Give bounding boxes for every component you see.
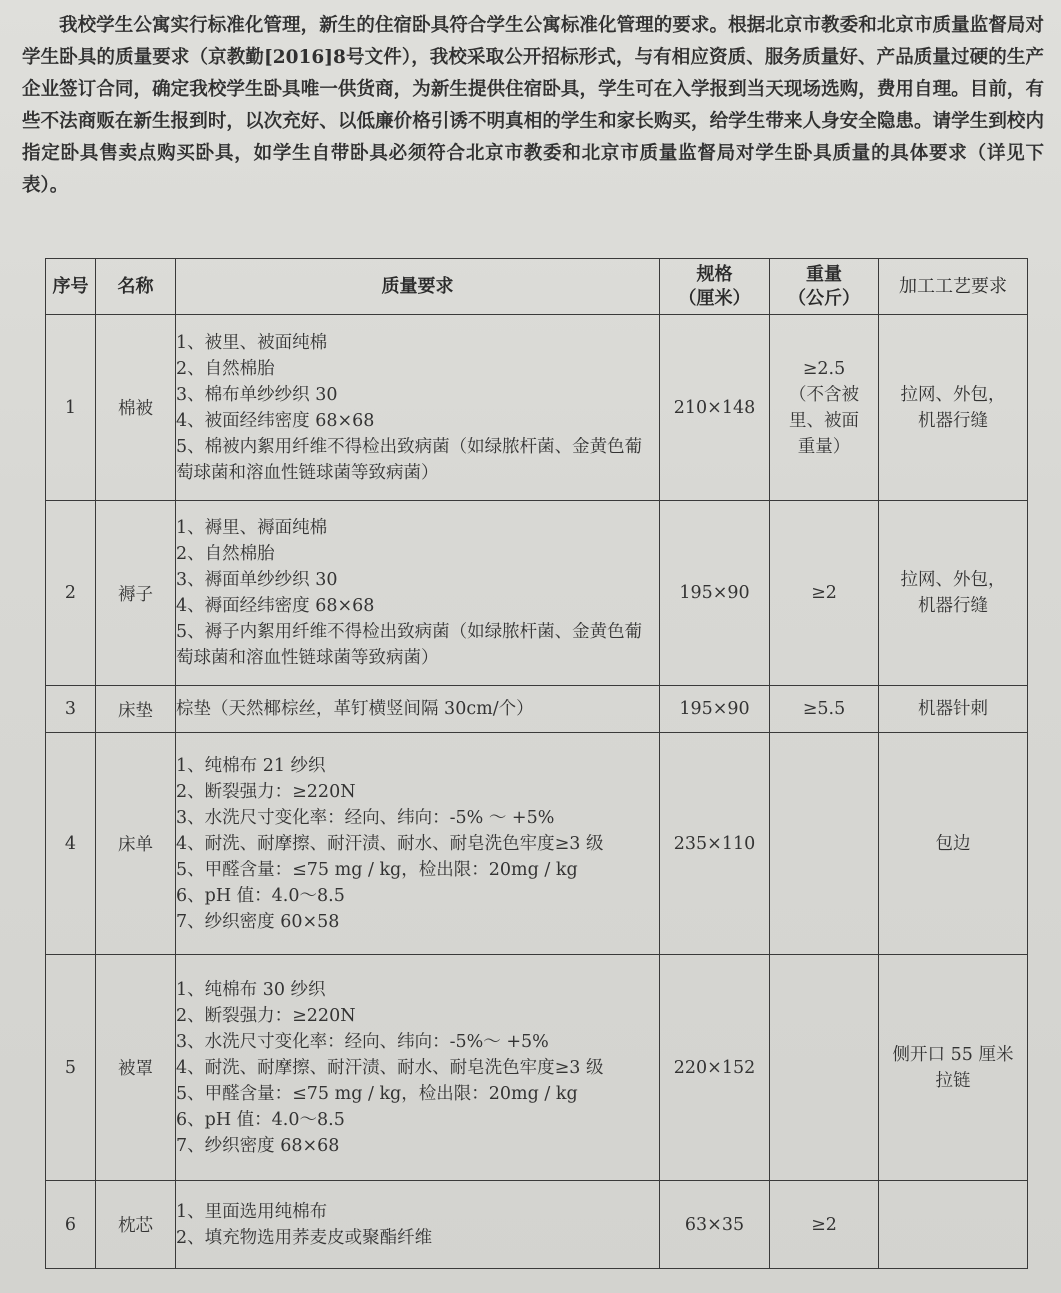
row-no-cell: 2: [46, 501, 96, 686]
row-name-cell: 枕芯: [96, 1181, 176, 1269]
table-row: [46, 315, 1028, 501]
intro-paragraph: 我校学生公寓实行标准化管理，新生的住宿卧具符合学生公寓标准化管理的要求。根据北京市教委和北京市质量监督局对学生卧具的质量要求（京教勤[2016]8号文件），我校采取公开招标形式，与有相应资质、服务质量好、产品质量过硬的生产企业签订合同，确定我校学生卧具唯一供货商，为新生提供住宿卧具，学生可在入学报到当天现场选购，费用自理。目前，有些不法商贩在新生报到时，以次充好、以低廉价格引诱不明真相的学生和家长购买，给学生带来人身安全隐患。请学生到校内指定卧具售卖点购买卧具，如学生自带卧具必须符合北京市教委和北京市质量监督局对学生卧具质量的具体要求（详见下表）。: [22, 15, 1044, 196]
row-no-cell: 5: [46, 955, 96, 1181]
requirement-line: 2、断裂强力：≥220N: [176, 1005, 356, 1026]
row-requirements-cell: [176, 501, 660, 686]
requirement-line: 7、纱织密度 68×68: [176, 1135, 340, 1156]
requirement-line: 2、自然棉胎: [176, 358, 275, 379]
requirement-line: 3、褥面单纱纱织 30: [176, 570, 338, 590]
requirement-line: 2、断裂强力：≥220N: [176, 781, 356, 802]
row-process-cell: [879, 1181, 1028, 1269]
table-row: [46, 955, 1028, 1181]
requirement-line: 1、里面选用纯棉布: [176, 1201, 328, 1222]
table-row: [46, 501, 1028, 686]
requirement-line: 1、褥里、褥面纯棉: [176, 518, 328, 538]
row-spec-cell: 195×90: [660, 501, 770, 686]
requirement-line: 5、甲醛含量：≤75 mg / kg，检出限：20mg / kg: [176, 1083, 578, 1104]
row-requirements-cell: [176, 315, 660, 501]
row-name-cell: 床单: [96, 733, 176, 955]
row-process-cell: 机器针刺: [879, 686, 1028, 733]
row-process-cell: 侧开口 55 厘米 拉链: [879, 955, 1028, 1181]
header-weight: 重量 （公斤）: [770, 259, 879, 315]
table-row: [46, 733, 1028, 955]
row-spec-cell: 220×152: [660, 955, 770, 1181]
row-weight-cell: [770, 955, 879, 1181]
row-no-cell: 3: [46, 686, 96, 733]
row-weight-cell: ≥2: [770, 1181, 879, 1269]
requirement-line: 4、耐洗、耐摩擦、耐汗渍、耐水、耐皂洗色牢度≥3 级: [176, 833, 604, 854]
row-name-cell: 棉被: [96, 315, 176, 501]
requirement-line: 5、甲醛含量：≤75 mg / kg，检出限：20mg / kg: [176, 859, 578, 880]
requirement-line: 3、棉布单纱纱织 30: [176, 384, 338, 405]
row-no-cell: 4: [46, 733, 96, 955]
requirement-line: 棕垫（天然椰棕丝，革钉横竖间隔 30cm/个）: [176, 699, 534, 719]
row-name-cell: 床垫: [96, 686, 176, 733]
row-spec-cell: 63×35: [660, 1181, 770, 1269]
header-process: 加工工艺要求: [879, 259, 1028, 315]
table-body: [46, 315, 1028, 1269]
table-row: [46, 1181, 1028, 1269]
row-requirements-cell: [176, 1181, 660, 1269]
header-no: 序号: [46, 259, 96, 315]
row-weight-cell: ≥2.5 （不含被 里、被面 重量）: [770, 315, 879, 501]
requirement-line: 1、纯棉布 21 纱织: [176, 755, 326, 776]
requirement-line: 6、pH 值：4.0～8.5: [176, 1109, 345, 1130]
row-requirements-cell: [176, 955, 660, 1181]
requirement-line: 4、耐洗、耐摩擦、耐汗渍、耐水、耐皂洗色牢度≥3 级: [176, 1057, 604, 1078]
row-process-cell: 拉网、外包， 机器行缝: [879, 501, 1028, 686]
row-requirements-cell: [176, 733, 660, 955]
table-header-row: [46, 259, 1028, 315]
requirement-line: 1、被里、被面纯棉: [176, 332, 328, 353]
row-weight-cell: [770, 733, 879, 955]
requirement-line: 4、褥面经纬密度 68×68: [176, 596, 375, 616]
requirement-line: 3、水洗尺寸变化率：经向、纬向：-5% ～ +5%: [176, 807, 555, 828]
requirement-line: 2、填充物选用荞麦皮或聚酯纤维: [176, 1227, 433, 1248]
header-name: 名称: [96, 259, 176, 315]
row-spec-cell: 235×110: [660, 733, 770, 955]
bedding-spec-table: [45, 258, 1028, 1269]
requirement-line: 5、棉被内絮用纤维不得检出致病菌（如绿脓杆菌、金黄色葡萄球菌和溶血性链球菌等致病菌）: [176, 436, 643, 483]
requirement-line: 6、pH 值：4.0～8.5: [176, 885, 345, 906]
table-row: [46, 686, 1028, 733]
row-requirements-cell: [176, 686, 660, 733]
row-no-cell: 1: [46, 315, 96, 501]
row-no-cell: 6: [46, 1181, 96, 1269]
requirement-line: 7、纱织密度 60×58: [176, 911, 340, 932]
header-spec: 规格 （厘米）: [660, 259, 770, 315]
header-quality-requirements: 质量要求: [176, 259, 660, 315]
row-process-cell: 拉网、外包， 机器行缝: [879, 315, 1028, 501]
row-spec-cell: 210×148: [660, 315, 770, 501]
row-weight-cell: ≥5.5: [770, 686, 879, 733]
row-name-cell: 被罩: [96, 955, 176, 1181]
requirement-line: 4、被面经纬密度 68×68: [176, 410, 375, 431]
requirement-line: 3、水洗尺寸变化率：经向、纬向：-5%～ +5%: [176, 1031, 549, 1052]
requirement-line: 1、纯棉布 30 纱织: [176, 979, 326, 1000]
requirement-line: 5、褥子内絮用纤维不得检出致病菌（如绿脓杆菌、金黄色葡萄球菌和溶血性链球菌等致病菌）: [176, 622, 643, 668]
row-weight-cell: ≥2: [770, 501, 879, 686]
row-name-cell: 褥子: [96, 501, 176, 686]
row-process-cell: 包边: [879, 733, 1028, 955]
row-spec-cell: 195×90: [660, 686, 770, 733]
requirement-line: 2、自然棉胎: [176, 544, 275, 564]
